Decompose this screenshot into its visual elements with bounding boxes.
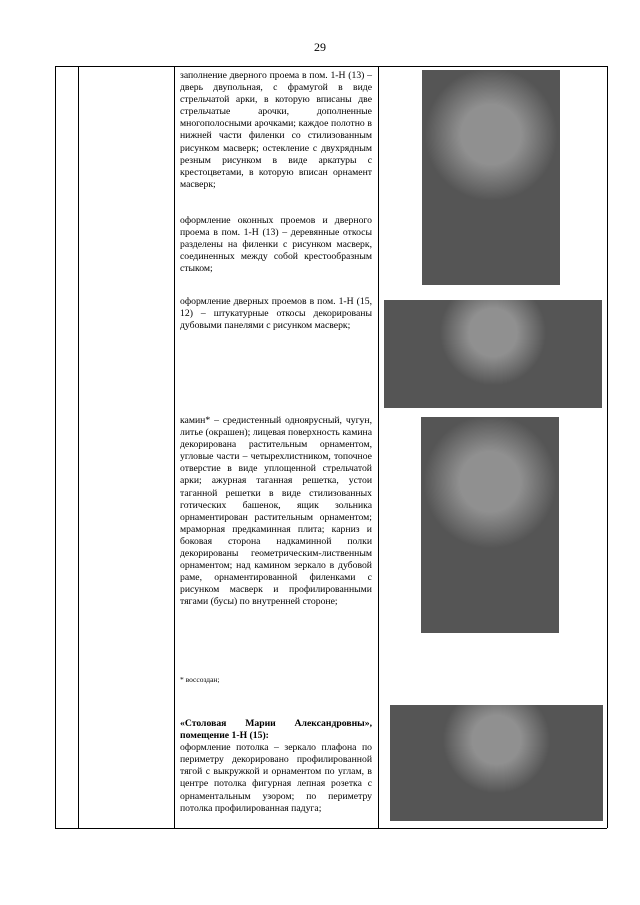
room-heading: «Столовая Марии Александровны», помещение 1-Н (15): (180, 718, 372, 742)
description-door-jambs: оформление дверных проемов в пом. 1-Н (15, 12) – штукатурные откосы декорированы дубовыми панелями с рисунком масверк; (180, 296, 372, 332)
column-divider (174, 66, 175, 828)
column-divider (607, 66, 608, 828)
dining-room-entry (180, 718, 372, 815)
column-divider (55, 66, 56, 828)
page-number: 29 (314, 40, 326, 54)
description-window-frames: оформление оконных проемов и дверного проема в пом. 1-Н (13) – деревянные откосы разделены на филенки с рисунком масверк, соединенных между собой крестообразным стыком; (180, 215, 372, 275)
footnote: * воссоздан; (180, 675, 220, 684)
photo-door (422, 70, 560, 285)
photo-ceiling (390, 705, 603, 821)
description-ceiling: оформление потолка – зеркало плафона по периметру декорировано профилированной тягой с выкружкой и орнаментом по углам, в центре потолка фигурная лепная розетка с орнаментальным узором; по периметру потолка профилированная падуга; (180, 742, 372, 814)
column-divider (78, 66, 79, 828)
description-fireplace: камин* – средистенный одноярусный, чугун, литье (окрашен); лицевая поверхность камина декорирована растительным орнаментом, угловые части – четырехлистником, топочное отверстие в виде уплощенной стрельчатой арки; ажурная таганная решетка, устои таганной решетки в виде стилизованных готических башенок, ящик зольника орнаментирован растительным орнаментом; мраморная предкаминная плита; карниз и боковая сторона надкаминной полки декорированы геометрическим-лиственным орнаментом; над камином зеркало в дубовой раме, орнаментированной филенками с рисунком масверк и профилированными тягами (бусы) по внутренней стороне; (180, 415, 372, 608)
table-top-border (55, 66, 607, 67)
column-divider (378, 66, 379, 828)
table-bottom-border (55, 828, 607, 829)
description-door-fill: заполнение дверного проема в пом. 1-Н (13) – дверь двупольная, с фрамугой в виде стрельчатой арки, в которую вписаны две стрельчатые арочки, дополненные многополосными арочками; каждое полотно в нижней части филенки со стилизованным рисунком масверк; остекление с двухрядным резным рисунком в виде аркатуры с крестоцветами, в которую вписан орнамент масверк; (180, 70, 372, 190)
photo-doorways (384, 300, 602, 408)
photo-fireplace (421, 417, 559, 633)
